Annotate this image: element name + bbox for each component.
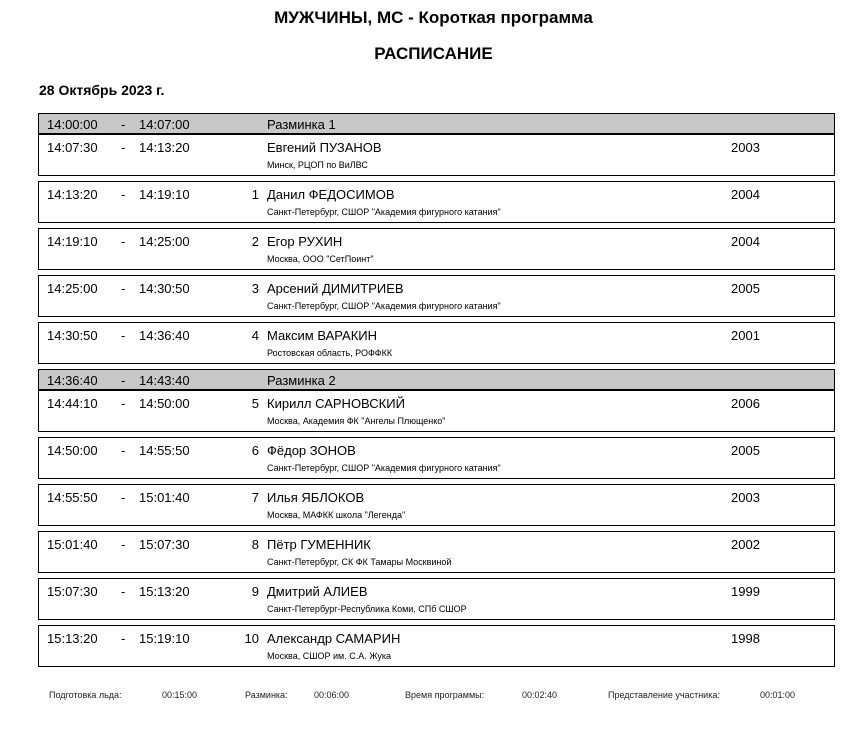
skater-club: Минск, РЦОП по ВиЛВС xyxy=(267,160,368,170)
start-time: 14:00:00 xyxy=(47,117,98,132)
skater-name: Егор РУХИН xyxy=(267,234,343,249)
end-time: 14:36:40 xyxy=(139,328,190,343)
schedule-date: 28 Октябрь 2023 г. xyxy=(39,82,165,98)
presentation-label: Представление участника: xyxy=(608,690,720,700)
start-time: 14:25:00 xyxy=(47,281,98,296)
time-separator: - xyxy=(121,490,126,505)
birth-year: 2004 xyxy=(731,234,760,249)
start-time: 14:50:00 xyxy=(47,443,98,458)
start-number: 10 xyxy=(244,631,259,646)
time-separator: - xyxy=(121,281,126,296)
start-time: 14:44:10 xyxy=(47,396,98,411)
birth-year: 1998 xyxy=(731,631,760,646)
program-time-value: 00:02:40 xyxy=(522,690,558,700)
start-time: 14:13:20 xyxy=(47,187,98,202)
end-time: 14:50:00 xyxy=(139,396,190,411)
start-number: 7 xyxy=(251,490,259,505)
warmup-row xyxy=(38,113,835,134)
end-time: 15:01:40 xyxy=(139,490,190,505)
skater-name: Арсений ДИМИТРИЕВ xyxy=(267,281,404,296)
start-time: 15:13:20 xyxy=(47,631,98,646)
time-separator: - xyxy=(121,537,126,552)
time-separator: - xyxy=(121,584,126,599)
birth-year: 2003 xyxy=(731,490,760,505)
skater-name: Дмитрий АЛИЕВ xyxy=(267,584,368,599)
time-separator: - xyxy=(121,234,126,249)
start-time: 14:19:10 xyxy=(47,234,98,249)
skater-club: Москва, МАФКК школа "Легенда" xyxy=(267,510,406,520)
skater-club: Санкт-Петербург, СШОР "Академия фигурного катания" xyxy=(267,301,501,311)
birth-year: 2004 xyxy=(731,187,760,202)
end-time: 14:30:50 xyxy=(139,281,190,296)
start-number: 1 xyxy=(251,187,259,202)
end-time: 14:25:00 xyxy=(139,234,190,249)
warmup-row xyxy=(38,369,835,390)
end-time: 14:43:40 xyxy=(139,373,190,388)
end-time: 15:13:20 xyxy=(139,584,190,599)
skater-name: Фёдор ЗОНОВ xyxy=(267,443,356,458)
skater-name: Пётр ГУМЕННИК xyxy=(267,537,371,552)
time-separator: - xyxy=(121,443,126,458)
page-subtitle: РАСПИСАНИЕ xyxy=(374,44,493,63)
skater-name: Евгений ПУЗАНОВ xyxy=(267,140,382,155)
skater-club: Санкт-Петербург, СШОР "Академия фигурного катания" xyxy=(267,463,501,473)
start-number: 9 xyxy=(251,584,259,599)
skater-row xyxy=(38,134,835,176)
birth-year: 1999 xyxy=(731,584,760,599)
schedule-table xyxy=(38,113,835,672)
skater-row xyxy=(38,390,835,432)
skater-row xyxy=(38,437,835,479)
birth-year: 2005 xyxy=(731,443,760,458)
start-time: 15:07:30 xyxy=(47,584,98,599)
warmup-duration-label: Разминка: xyxy=(245,690,288,700)
warmup-label: Разминка 1 xyxy=(267,117,336,132)
skater-club: Москва, СШОР им. С.А. Жука xyxy=(267,651,392,661)
skater-club: Ростовская область, РОФФКК xyxy=(267,348,393,358)
end-time: 15:19:10 xyxy=(139,631,190,646)
time-separator: - xyxy=(121,117,126,132)
footer-summary xyxy=(0,690,867,704)
skater-row xyxy=(38,228,835,270)
presentation-value: 00:01:00 xyxy=(760,690,796,700)
end-time: 14:07:00 xyxy=(139,117,190,132)
birth-year: 2002 xyxy=(731,537,760,552)
start-number: 5 xyxy=(251,396,259,411)
end-time: 15:07:30 xyxy=(139,537,190,552)
skater-club: Санкт-Петербург-Республика Коми, СПб СШОР xyxy=(267,604,467,614)
start-number: 8 xyxy=(251,537,259,552)
start-time: 14:30:50 xyxy=(47,328,98,343)
skater-name: Александр САМАРИН xyxy=(267,631,401,646)
time-separator: - xyxy=(121,631,126,646)
warmup-duration-value: 00:06:00 xyxy=(314,690,350,700)
ice-prep-value: 00:15:00 xyxy=(162,690,198,700)
time-separator: - xyxy=(121,396,126,411)
end-time: 14:13:20 xyxy=(139,140,190,155)
start-number: 2 xyxy=(251,234,259,249)
start-time: 14:36:40 xyxy=(47,373,98,388)
skater-club: Москва, ООО "СетПоинт" xyxy=(267,254,374,264)
birth-year: 2005 xyxy=(731,281,760,296)
skater-name: Максим ВАРАКИН xyxy=(267,328,378,343)
page-title: МУЖЧИНЫ, МС - Короткая программа xyxy=(274,8,593,27)
birth-year: 2006 xyxy=(731,396,760,411)
skater-name: Илья ЯБЛОКОВ xyxy=(267,490,365,505)
program-time-label: Время программы: xyxy=(405,690,485,700)
warmup-label: Разминка 2 xyxy=(267,373,336,388)
start-number: 4 xyxy=(251,328,259,343)
skater-row xyxy=(38,181,835,223)
time-separator: - xyxy=(121,187,126,202)
skater-club: Санкт-Петербург, СШОР "Академия фигурного катания" xyxy=(267,207,501,217)
skater-name: Кирилл САРНОВСКИЙ xyxy=(267,396,405,411)
ice-prep-label: Подготовка льда: xyxy=(49,690,122,700)
start-number: 3 xyxy=(251,281,259,296)
skater-row xyxy=(38,322,835,364)
start-number: 6 xyxy=(251,443,259,458)
start-time: 14:07:30 xyxy=(47,140,98,155)
end-time: 14:55:50 xyxy=(139,443,190,458)
time-separator: - xyxy=(121,140,126,155)
time-separator: - xyxy=(121,373,126,388)
end-time: 14:19:10 xyxy=(139,187,190,202)
skater-row xyxy=(38,625,835,667)
skater-club: Санкт-Петербург, СК ФК Тамары Москвиной xyxy=(267,557,452,567)
skater-row xyxy=(38,578,835,620)
skater-row xyxy=(38,484,835,526)
skater-row xyxy=(38,275,835,317)
time-separator: - xyxy=(121,328,126,343)
start-time: 14:55:50 xyxy=(47,490,98,505)
start-time: 15:01:40 xyxy=(47,537,98,552)
skater-club: Москва, Академия ФК "Ангелы Плющенко" xyxy=(267,416,446,426)
skater-row xyxy=(38,531,835,573)
birth-year: 2003 xyxy=(731,140,760,155)
skater-name: Данил ФЕДОСИМОВ xyxy=(267,187,395,202)
birth-year: 2001 xyxy=(731,328,760,343)
